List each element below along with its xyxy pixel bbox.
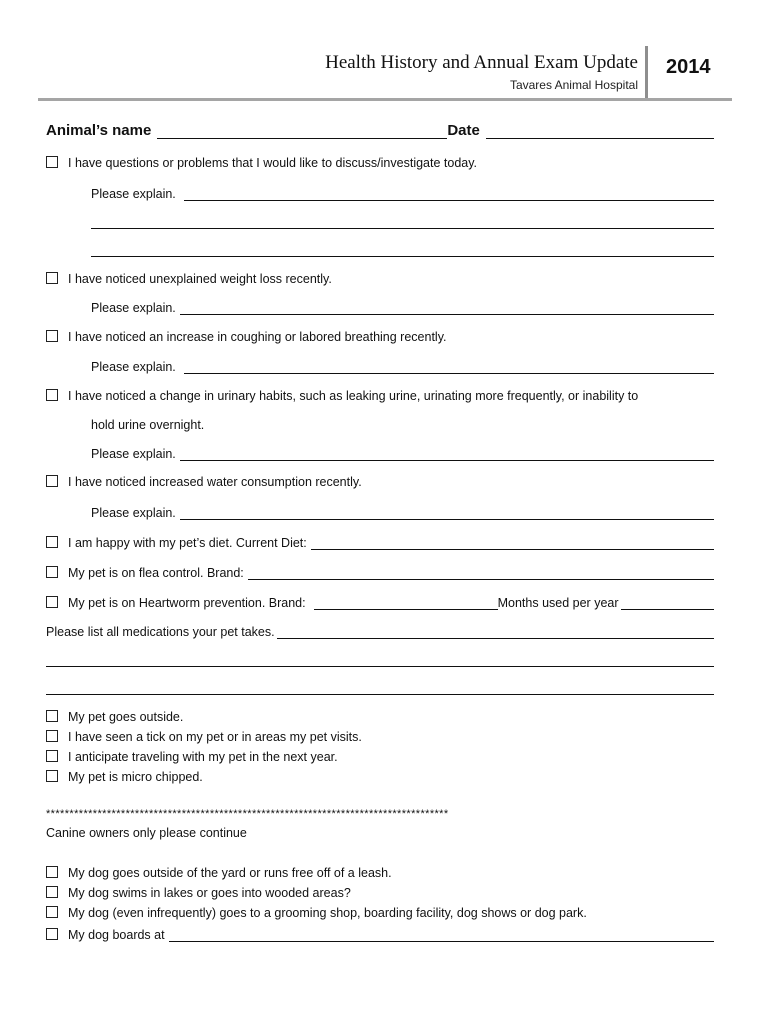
question-discuss: [46, 156, 477, 170]
question-weight-loss: [46, 272, 332, 286]
question-outside: [46, 710, 183, 724]
medications-label: Please list all medications your pet takes.: [46, 625, 275, 639]
checkbox[interactable]: [46, 906, 58, 918]
canine-note-label: Canine owners only please continue: [46, 826, 247, 840]
header-divider: [645, 46, 648, 100]
explain-row: [91, 186, 714, 201]
explain-line[interactable]: [91, 256, 714, 257]
checkbox[interactable]: [46, 536, 58, 548]
months-field[interactable]: [621, 595, 714, 610]
checkbox[interactable]: [46, 389, 58, 401]
question-label: My pet is on Heartworm prevention. Brand:: [68, 596, 306, 610]
months-label: Months used per year: [497, 596, 619, 610]
explain-row: [91, 359, 714, 374]
question-label: My dog swims in lakes or goes into wooded areas?: [68, 886, 351, 900]
animal-name-row: [46, 122, 714, 139]
question-label: My pet goes outside.: [68, 710, 184, 724]
medications-line[interactable]: [46, 694, 714, 695]
question-label: I have noticed a change in urinary habits, such as leaking urine, urinating more frequently, or inability to: [68, 389, 639, 403]
question-flea: [46, 565, 714, 580]
question-label: I have noticed an increase in coughing or labored breathing recently.: [68, 330, 447, 344]
medications-field[interactable]: [277, 624, 714, 639]
canine-note: [46, 826, 247, 840]
explain-line[interactable]: [91, 228, 714, 229]
question-label: I am happy with my pet’s diet. Current Diet:: [68, 536, 307, 550]
heartworm-brand-field[interactable]: [314, 595, 498, 610]
explain-label: Please explain.: [91, 360, 176, 374]
checkbox[interactable]: [46, 886, 58, 898]
checkbox[interactable]: [46, 730, 58, 742]
question-microchip: [46, 770, 203, 784]
date-label: Date: [447, 122, 480, 139]
checkbox[interactable]: [46, 928, 58, 940]
question-label: My dog goes outside of the yard or runs free off of a leash.: [68, 866, 392, 880]
checkbox[interactable]: [46, 156, 58, 168]
question-water: [46, 475, 362, 489]
question-label: I anticipate traveling with my pet in the next year.: [68, 750, 338, 764]
explain-field[interactable]: [184, 186, 714, 201]
question-label: My pet is on flea control. Brand:: [68, 566, 244, 580]
medications-row: [46, 624, 714, 639]
checkbox[interactable]: [46, 596, 58, 608]
question-travel: [46, 750, 338, 764]
question-dog-outside: [46, 866, 392, 880]
explain-row: [91, 300, 714, 315]
flea-brand-field[interactable]: [248, 565, 714, 580]
question-label: I have seen a tick on my pet or in areas my pet visits.: [68, 730, 362, 744]
question-dog-swims: [46, 886, 351, 900]
checkbox[interactable]: [46, 566, 58, 578]
explain-label: Please explain.: [91, 506, 176, 520]
checkbox[interactable]: [46, 770, 58, 782]
explain-label: Please explain.: [91, 447, 176, 461]
section-separator: **************************************************************************************: [46, 808, 449, 820]
question-label: I have noticed unexplained weight loss recently.: [68, 272, 332, 286]
form-year: 2014: [666, 56, 711, 78]
medications-line[interactable]: [46, 666, 714, 667]
checkbox[interactable]: [46, 710, 58, 722]
question-urinary: [46, 389, 638, 403]
explain-field[interactable]: [180, 300, 714, 315]
question-dog-grooming: [46, 906, 587, 920]
question-urinary-cont: [91, 418, 204, 432]
hospital-name: Tavares Animal Hospital: [509, 78, 638, 92]
checkbox[interactable]: [46, 866, 58, 878]
animal-name-label: Animal’s name: [46, 122, 152, 139]
question-heartworm: [46, 595, 714, 610]
explain-field[interactable]: [180, 505, 714, 520]
form-title: Health History and Annual Exam Update: [325, 52, 638, 73]
question-label: I have questions or problems that I would like to discuss/investigate today.: [68, 156, 478, 170]
question-tick: [46, 730, 362, 744]
explain-row: [91, 505, 714, 520]
explain-row: [91, 446, 714, 461]
question-label: I have noticed increased water consumption recently.: [68, 475, 362, 489]
explain-label: Please explain.: [91, 187, 176, 201]
checkbox[interactable]: [46, 330, 58, 342]
checkbox[interactable]: [46, 272, 58, 284]
explain-label: Please explain.: [91, 301, 176, 315]
explain-field[interactable]: [180, 446, 714, 461]
question-coughing: [46, 330, 447, 344]
date-field[interactable]: [486, 124, 714, 139]
header-rule: [38, 98, 732, 101]
dog-boards-field[interactable]: [169, 927, 714, 942]
question-label: hold urine overnight.: [91, 418, 205, 432]
checkbox[interactable]: [46, 475, 58, 487]
animal-name-field[interactable]: [157, 124, 447, 139]
explain-field[interactable]: [184, 359, 714, 374]
question-dog-boards: [46, 927, 714, 942]
question-label: My dog (even infrequently) goes to a grooming shop, boarding facility, dog shows or dog park.: [68, 906, 587, 920]
question-diet: [46, 535, 714, 550]
question-label: My pet is micro chipped.: [68, 770, 203, 784]
question-label: My dog boards at: [68, 928, 165, 942]
diet-field[interactable]: [311, 535, 714, 550]
checkbox[interactable]: [46, 750, 58, 762]
